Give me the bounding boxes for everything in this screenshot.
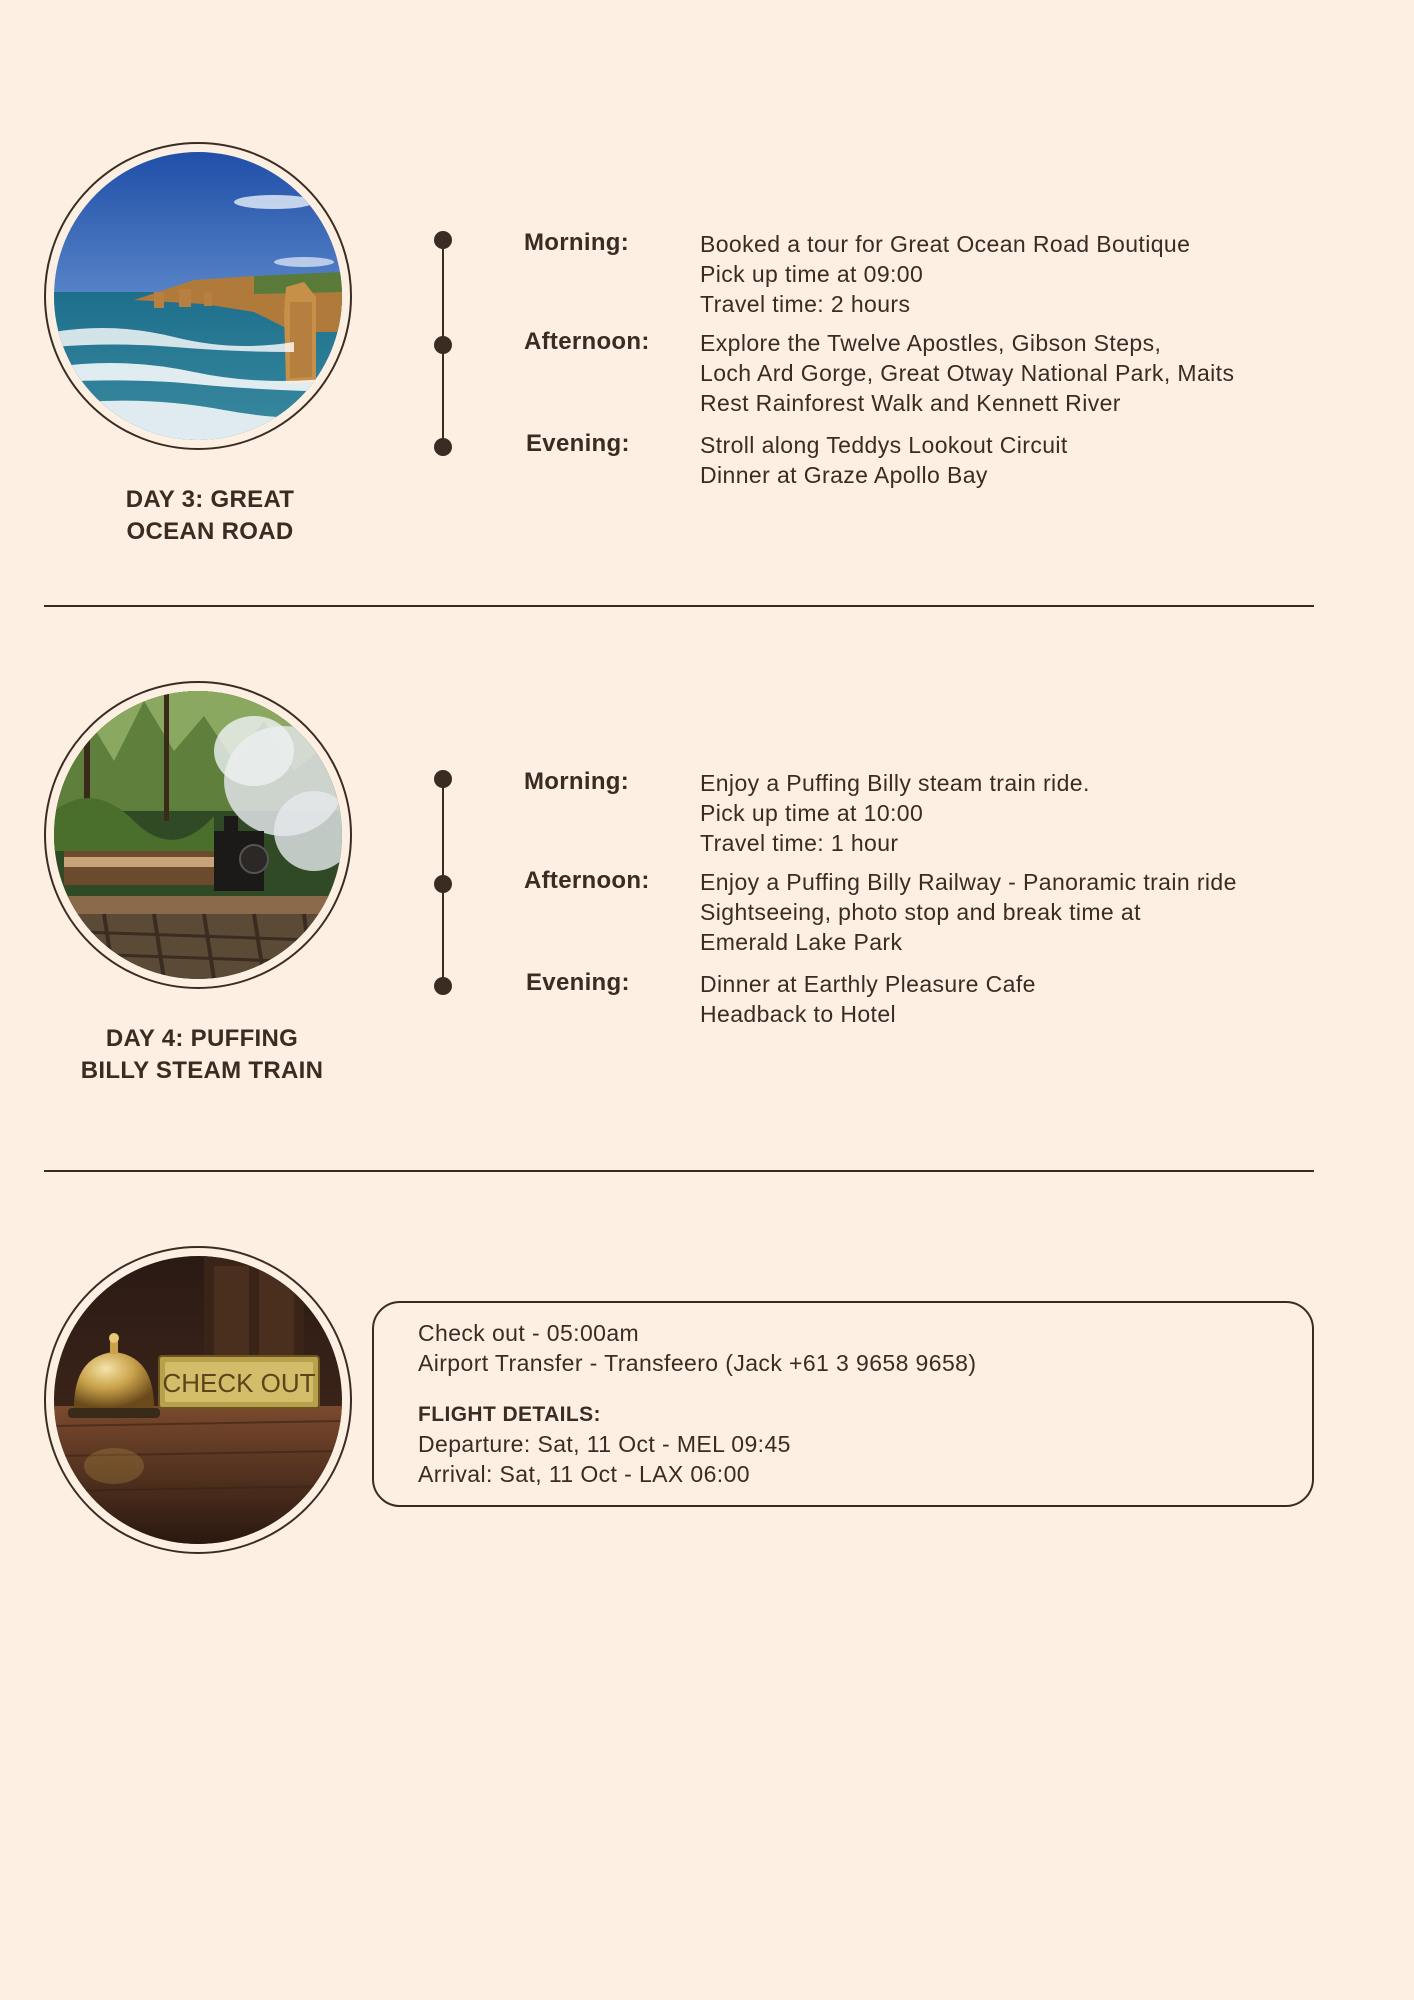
flight-departure: Departure: Sat, 11 Oct - MEL 09:45 — [418, 1431, 791, 1457]
day4-morning-text: Enjoy a Puffing Billy steam train ride. Pick up time at 10:00 Travel time: 1 hour — [700, 770, 1090, 856]
day3-morning-dot — [434, 231, 452, 249]
day3-evening-dot — [434, 438, 452, 456]
day4-photo — [44, 681, 352, 989]
day4-title: DAY 4: PUFFING BILLY STEAM TRAIN — [80, 1025, 324, 1084]
checkout-time: Check out - 05:00am — [418, 1320, 640, 1346]
day4-evening-text: Dinner at Earthly Pleasure Cafe Headback to Hotel — [700, 971, 1036, 1027]
day3-afternoon-label: Afternoon: — [524, 328, 650, 355]
day4-evening-dot — [434, 977, 452, 995]
divider-1 — [44, 605, 1314, 607]
checkout-details-card — [372, 1301, 1314, 1507]
airport-transfer: Airport Transfer - Transfeero (Jack +61 3 9658 9658) — [418, 1350, 977, 1376]
day3-morning-text: Booked a tour for Great Ocean Road Boutique Pick up time at 09:00 Travel time: 2 hours — [700, 231, 1191, 317]
flight-arrival: Arrival: Sat, 11 Oct - LAX 06:00 — [418, 1461, 750, 1487]
day3-photo — [44, 142, 352, 450]
check-out-sign-text: CHECK OUT — [162, 1368, 316, 1398]
divider-2 — [44, 1170, 1314, 1172]
check-out-bell-photo — [54, 1256, 342, 1544]
day3-afternoon-dot — [434, 336, 452, 354]
day3-evening-label: Evening: — [526, 430, 630, 457]
day4-afternoon-dot — [434, 875, 452, 893]
day3-morning-label: Morning: — [524, 229, 630, 256]
day3-afternoon-text: Explore the Twelve Apostles, Gibson Steps, Loch Ard Gorge, Great Otway National Park, Maits Rest Rainforest Walk and Kennett River — [700, 330, 1235, 416]
day4-evening-label: Evening: — [526, 969, 630, 996]
day4-morning-dot — [434, 770, 452, 788]
day4-afternoon-label: Afternoon: — [524, 867, 650, 894]
flight-details-heading: FLIGHT DETAILS: — [418, 1403, 601, 1426]
steam-train-photo — [54, 691, 342, 979]
coastal-cliffs-photo — [54, 152, 342, 440]
day4-afternoon-text: Enjoy a Puffing Billy Railway - Panoramic train ride Sightseeing, photo stop and break time at Emerald Lake Park — [700, 869, 1237, 955]
checkout-photo — [44, 1246, 352, 1554]
day4-morning-label: Morning: — [524, 768, 630, 795]
day3-title: DAY 3: GREAT OCEAN ROAD — [125, 486, 295, 545]
day3-evening-text: Stroll along Teddys Lookout Circuit Dinner at Graze Apollo Bay — [700, 432, 1068, 488]
